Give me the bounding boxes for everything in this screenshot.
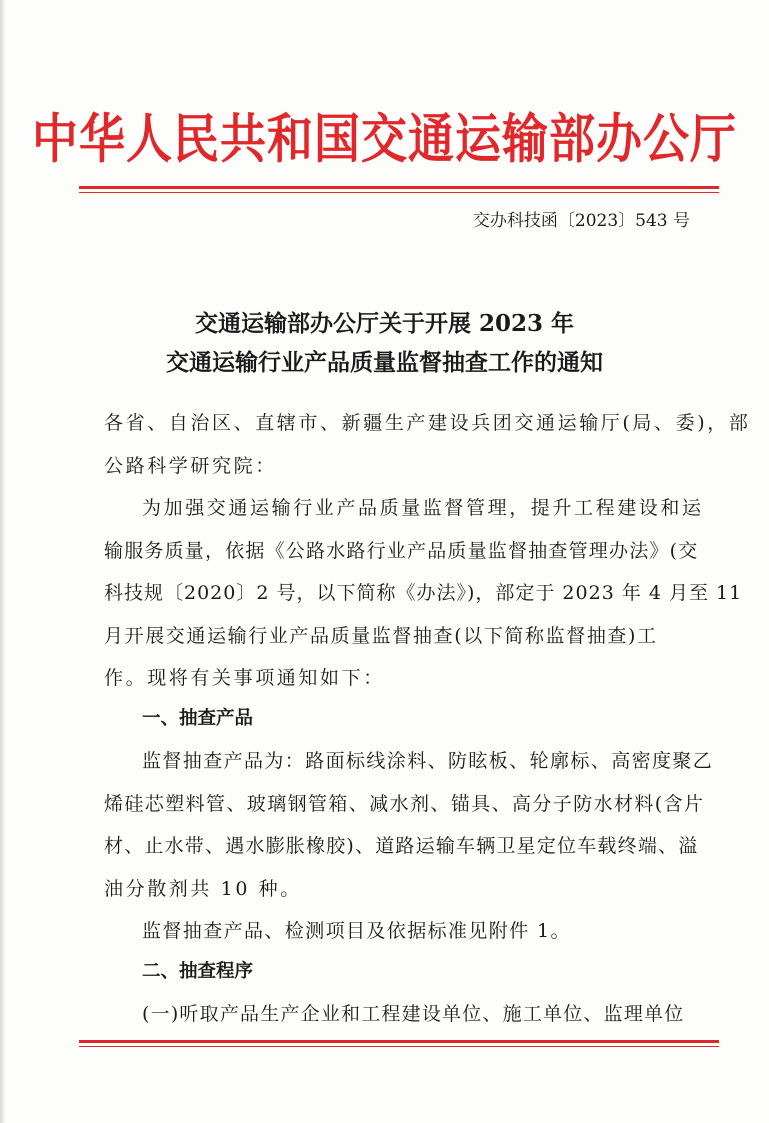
- body-line: 监督抽查产品为：路面标线涂料、防眩板、轮廓标、高密度聚乙: [142, 750, 714, 772]
- footer-rule-thin: [79, 1046, 719, 1047]
- body-line: 监督抽查产品、检测项目及依据标准见附件 1。: [142, 920, 571, 942]
- section-heading-products: 一、抽查产品: [142, 708, 254, 729]
- section-heading-procedure: 二、抽查程序: [142, 961, 254, 982]
- masthead-rule-thin: [79, 192, 719, 193]
- issuer-masthead: 中华人民共和国交通运输部办公厅: [32, 107, 737, 170]
- body-line: 油分散剂共 10 种。: [104, 878, 302, 900]
- body-line: 作。现将有关事项通知如下：: [104, 667, 385, 689]
- body-line: 输服务质量，依据《公路水路行业产品质量监督抽查管理办法》(交: [104, 540, 699, 562]
- body-line: 材、止水带、遇水膨胀橡胶)、道路运输车辆卫星定位车载终端、溢: [104, 835, 699, 857]
- body-line: 各省、自治区、直辖市、新疆生产建设兵团交通运输厅(局、委)，部: [104, 412, 751, 434]
- body-line: 烯硅芯塑料管、玻璃钢管箱、减水剂、锚具、高分子防水材料(含片: [104, 793, 705, 815]
- document-number: 交办科技函〔2023〕543 号: [472, 211, 690, 231]
- title-line-2: 交通运输行业产品质量监督抽查工作的通知: [166, 349, 603, 376]
- footer-rule-thick: [79, 1040, 719, 1043]
- title-line-1: 交通运输部办公厅关于开展 2023 年: [194, 310, 575, 337]
- body-line: 公路科学研究院：: [104, 455, 277, 477]
- body-line: 科技规〔2020〕2 号，以下简称《办法》)，部定于 2023 年 4 月至 11: [104, 582, 743, 604]
- body-line: (一)听取产品生产企业和工程建设单位、施工单位、监理单位: [142, 1003, 685, 1025]
- masthead-rule-thick: [79, 186, 719, 189]
- body-line: 为加强交通运输行业产品质量监督管理，提升工程建设和运: [142, 497, 704, 519]
- body-line: 月开展交通运输行业产品质量监督抽查(以下简称监督抽查)工: [104, 625, 658, 647]
